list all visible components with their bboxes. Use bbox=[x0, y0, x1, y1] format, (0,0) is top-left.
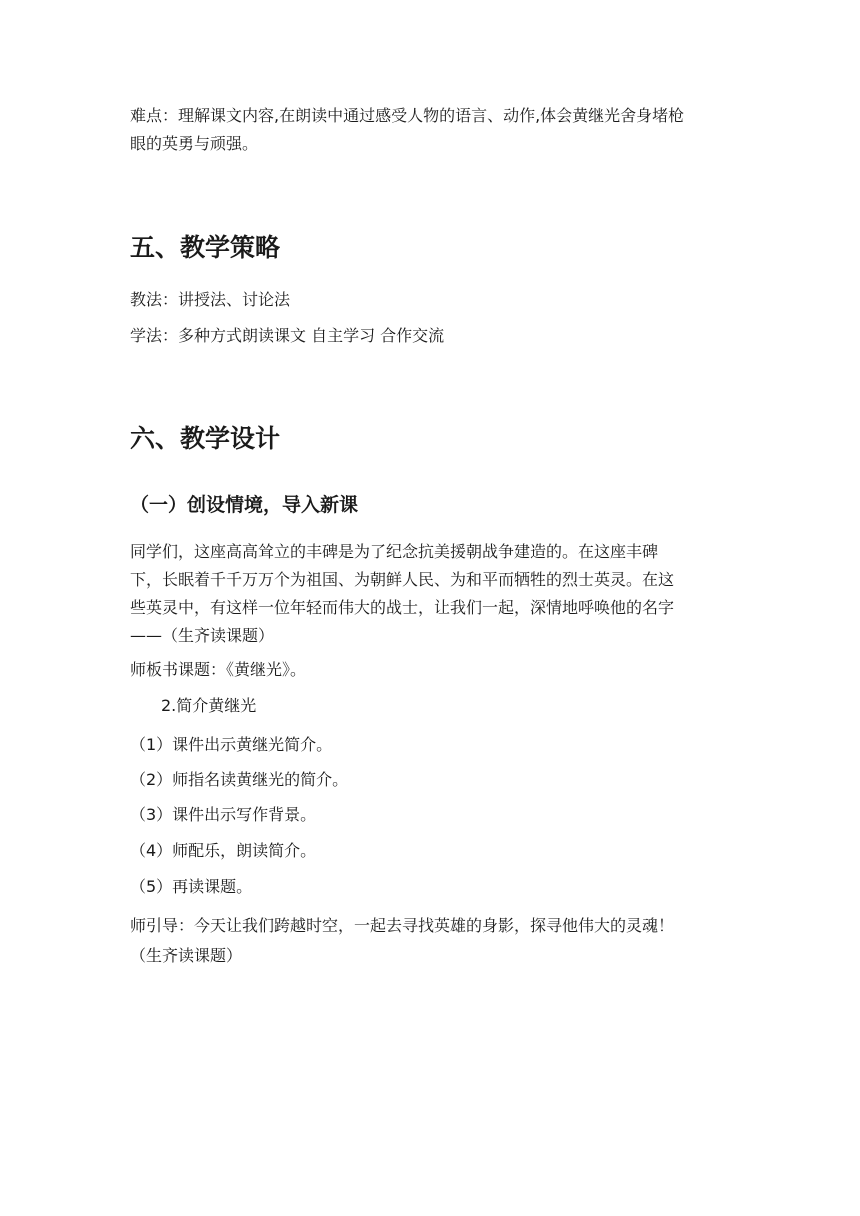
intro-paragraph-line: 同学们，这座高高耸立的丰碑是为了纪念抗美援朝战争建造的。在这座丰碑 bbox=[130, 542, 659, 561]
difficulty-line-2: 眼的英勇与顽强。 bbox=[130, 134, 259, 153]
guide-line: 师引导：今天让我们跨越时空，一起去寻找英雄的身影，探寻他伟大的灵魂！ bbox=[130, 916, 675, 935]
section-5-heading: 五、教学策略 bbox=[130, 233, 281, 262]
step-item: （3）课件出示写作背景。 bbox=[130, 805, 317, 824]
step-item: （5）再读课题。 bbox=[130, 877, 253, 896]
board-title-text: 师板书课题：《黄继光》。 bbox=[130, 660, 307, 679]
item-2-heading: 2.简介黄继光 bbox=[161, 696, 257, 715]
step-item: （4）师配乐，朗读简介。 bbox=[130, 841, 317, 860]
subsection-1-heading: （一）创设情境，导入新课 bbox=[130, 494, 359, 516]
learning-method-text: 学法：多种方式朗读课文 自主学习 合作交流 bbox=[130, 326, 445, 345]
difficulty-line-1: 难点：理解课文内容,在朗读中通过感受人物的语言、动作,体会黄继光舍身堵枪 bbox=[130, 106, 685, 125]
intro-paragraph-line: 些英灵中，有这样一位年轻而伟大的战士，让我们一起，深情地呼唤他的名字 bbox=[130, 598, 675, 617]
step-item: （1）课件出示黄继光简介。 bbox=[130, 735, 333, 754]
step-item: （2）师指名读黄继光的简介。 bbox=[130, 770, 349, 789]
intro-paragraph-line: 下，长眠着千千万万个为祖国、为朝鲜人民、为和平而牺牲的烈士英灵。在这 bbox=[130, 570, 675, 589]
intro-paragraph-line: ——（生齐读课题） bbox=[130, 626, 275, 645]
section-6-heading: 六、教学设计 bbox=[130, 424, 281, 453]
teaching-method-text: 教法：讲授法、讨论法 bbox=[130, 290, 291, 309]
guide-line: （生齐读课题） bbox=[130, 946, 243, 965]
